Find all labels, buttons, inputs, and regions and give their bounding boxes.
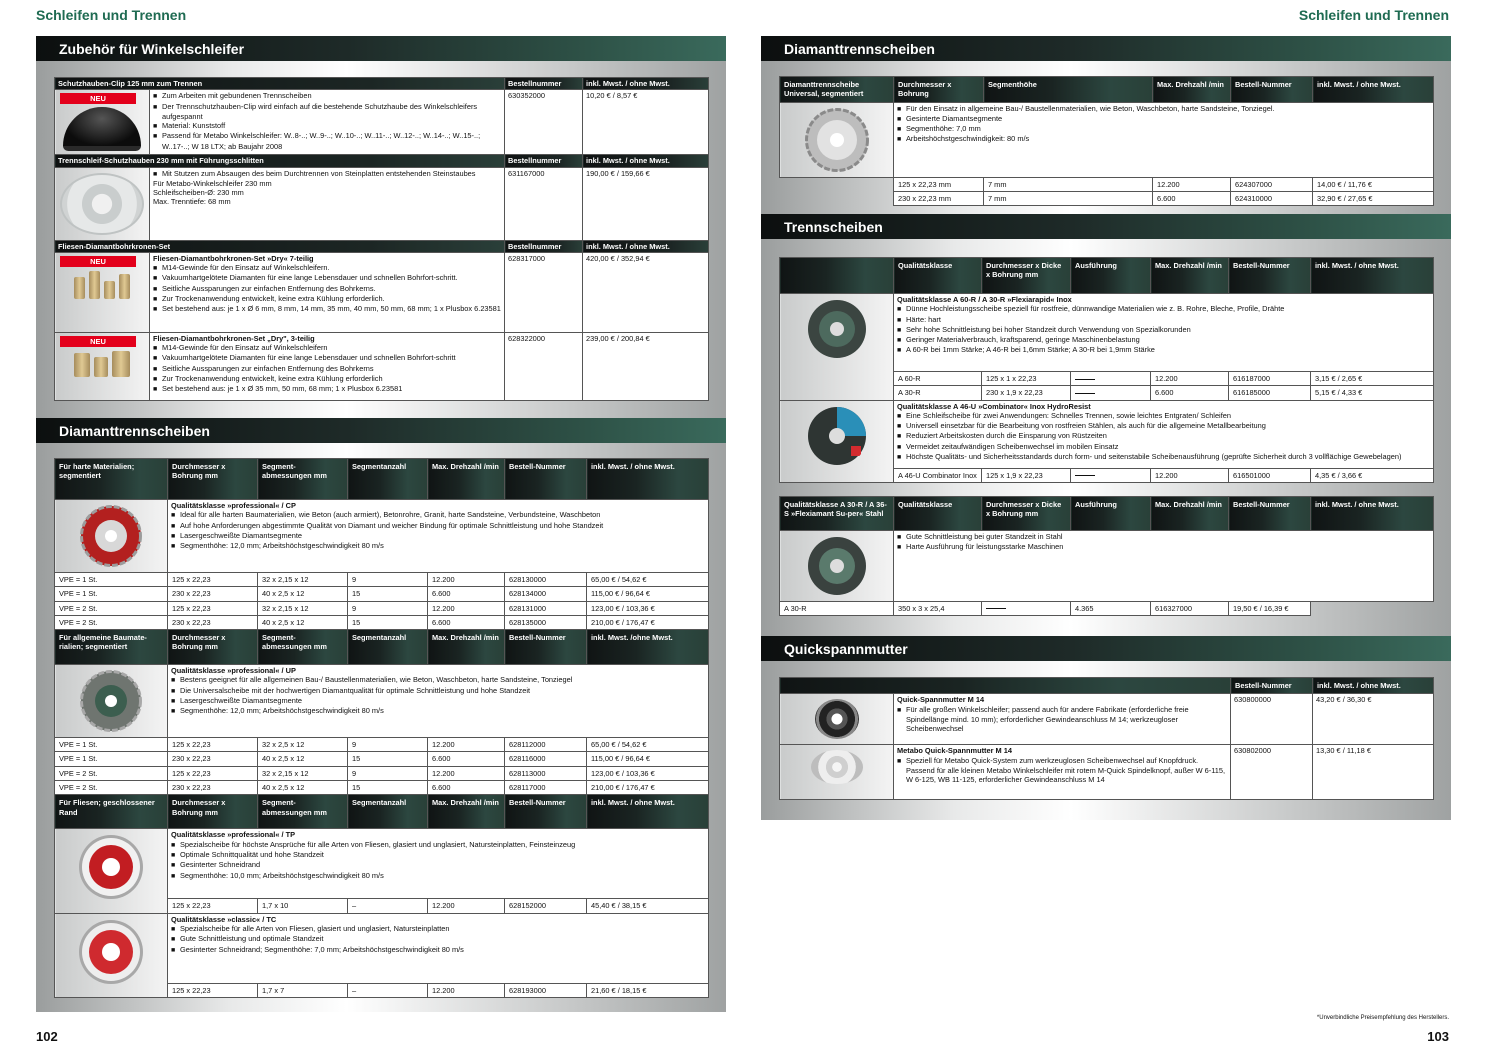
table-row: 125 x 22,23 1,7 x 10 – 12.200 628152000 45,40 € / 38,15 € (55, 899, 709, 913)
product-image (780, 400, 894, 482)
dash-mark (986, 608, 1006, 609)
table-header: Bestell-Nummer inkl. Mwst. / ohne Mwst. (780, 678, 1434, 694)
product-image (55, 913, 168, 997)
spannmutter-image (815, 699, 859, 739)
dash-mark (1075, 393, 1095, 394)
combinator-disc-image (807, 406, 867, 466)
product-row: Quick-Spannmutter M 14 ■ Für alle großen Winkelschleifer; passend auch für andere Fabrikate (erforderliche freie Spindellänge mind. 10 mm); erforderlicher Gewindeanschluss M 14; werkzeugloser Scheibenwechsel 630800000 43,20 € / 36,30 € (780, 694, 1434, 745)
table-row: 125 x 22,23 1,7 x 7 – 12.200 628193000 21,60 € / 18,15 € (55, 983, 709, 997)
product-image (55, 829, 168, 913)
table-header: Diamanttrennscheibe Universal, segmentiert Durchmesser x Bohrung Segmenthöhe Max. Drehzahl /min Bestell-Nummer inkl. Mwst. / ohne Mwst. (780, 77, 1434, 103)
neu-badge: NEU (60, 256, 136, 267)
trenn-table (779, 257, 1434, 616)
tile-disc-image (78, 834, 144, 900)
steel-disc-image (807, 536, 867, 596)
product-row: Qualitätsklasse A 60-R / A 30-R »Flexiarapid« Inox ■ Dünne Hochleistungsscheibe speziell für rostfreie, dünnwandige Materialien wie z. B. Rohre, Bleche, Profile, Drähte ■ Härte: hart ■ Sehr hohe Schnittleistung bei hoher Standzeit durch Verwendung von Spezialkorunden ■ Geringer Materialverbrauch, kraftsparend, geringe Maschinenbelastung ■ A 60-R bei 1mm Stärke; A 46-R bei 1,6mm Stärke; A 30-R bei 1,9mm Stärke (780, 294, 1434, 372)
zubehoer-table (54, 77, 709, 401)
product-row: ■ Für den Einsatz in allgemeine Bau-/ Baustellenmaterialien, wie Beton, Waschbeton, harte Sandsteine, Tonziegel. ■ Gesinterte Diamantsegmente ■ Segmenthöhe: 7,0 mm ■ Arbeitshöchstgeschwindigkeit: 80 m/s (780, 102, 1434, 177)
diamond-disc-image (805, 108, 869, 172)
table-row: VPE = 2 St. 230 x 22,23 40 x 2,5 x 12 15 6.600 628135000 210,00 € / 176,47 € (55, 615, 709, 629)
quick-spannmutter-image (811, 750, 863, 784)
table-row: VPE = 1 St. 125 x 22,23 32 x 2,15 x 12 9 12.200 628130000 65,00 € / 54,62 € (55, 573, 709, 587)
product-image (780, 745, 894, 800)
table-row: VPE = 2 St. 125 x 22,23 32 x 2,15 x 12 9 12.200 628131000 123,00 € / 103,36 € (55, 601, 709, 615)
product-image (55, 500, 168, 573)
quick-table (779, 677, 1434, 800)
product-image (780, 102, 894, 177)
product-row: Qualitätsklasse »professional« / CP ■ Ideal für alle harten Baumaterialien, wie Beton (auch armiert), Betonrohre, Granit, harte Sandsteine, Verbundsteine, Waschbeton ■ Auf hohe Anforderungen abgestimmte Qualität von Diamant und weicher Bindung für optimale Schnittleistung und hohe Standzeit ■ Lasergeschweißte Diamantsegmente ■ Segmenthöhe: 12,0 mm; Arbeitshöchstgeschwindigkeit 80 m/s (55, 500, 709, 573)
product-row: NEU Fliesen-Diamantbohrkronen-Set »Dry« 7-teilig ■ M14-Gewinde für den Einsatz auf Winkelschleifern. ■ Vakuumhartgelötete Diamanten für eine lange Lebensdauer und schnellen Bohrfort-schritt. ■ Seitliche Aussparungen zur einfachen Entfernung des Bohrkerns. ■ Zur Trockenanwendung entwickelt, keine extra Kühlung erforderlich. ■ Set bestehend aus: je 1 x Ø 6 mm, 8 mm, 14 mm, 35 mm, 40 mm, 50 mm, 68 mm; 1 x Plusbox 6.23581 628317000 420,00 € / 352,94 € (55, 252, 709, 332)
section-title: Quickspannmutter (784, 641, 908, 657)
page-number-right: 103 (1427, 1029, 1449, 1044)
product-image (780, 530, 894, 601)
table-row: VPE = 1 St. 230 x 22,23 40 x 2,5 x 12 15 6.600 628116000 115,00 € / 96,64 € (55, 752, 709, 766)
product-row: ■ Gute Schnittleistung bei guter Standzeit in Stahl ■ Harte Ausführung für leistungsstarke Maschinen (780, 530, 1434, 601)
table-row: VPE = 1 St. 230 x 22,23 40 x 2,5 x 12 15 6.600 628134000 115,00 € / 96,64 € (55, 587, 709, 601)
product-row: Qualitätsklasse »classic« / TC ■ Spezialscheibe für alle Arten von Fliesen, glasiert und unglasiert, Natursteinplatten ■ Gute Schnittleistung und optimale Standzeit ■ Gesinterter Schneidrand; Segmenthöhe: 7,0 mm; Arbeitshöchstgeschwindigkeit 80 m/s (55, 913, 709, 983)
section-title: Diamanttrennscheiben (59, 423, 210, 439)
table-header: Qualitätsklasse A 30-R / A 36-S »Flexiamant Su-per« Stahl Qualitätsklasse Durchmesser x Dicke x Bohrung mm Ausführung Max. Drehzahl /min Bestell-Nummer inkl. Mwst. / ohne Mwst. (780, 496, 1434, 530)
table-row: A 60-R 125 x 1 x 22,23 12.200 616187000 3,15 € / 2,65 € (780, 372, 1434, 386)
section-title: Trennscheiben (784, 219, 883, 235)
product-row: Qualitätsklasse A 46-U »Combinator« Inox HydroResist ■ Eine Schleifscheibe für zwei Anwendungen: Schnelles Trennen, sowie leichtes Entgraten/ Schleifen ■ Universell einsetzbar für die Bearbeitung von rostfreien Stählen, als auch für die allgemeine Metallbearbeitung ■ Reduziert Arbeitskosten durch die Einsparung von Rüstzeiten ■ Vermeidet zeitaufwändigen Scheibenwechsel im mobilen Einsatz ■ Höchste Qualitäts- und Sicherheitsstandards durch form- und seitenstabile Scheibenausführung (geprüfte Sicherheit durch 3 vollflächige Gewebelagen) (780, 400, 1434, 468)
table-header: Qualitätsklasse Durchmesser x Dicke x Bohrung mm Ausführung Max. Drehzahl /min Bestell-Nummer inkl. Mwst. / ohne Mwst. (780, 258, 1434, 294)
section-title: Diamanttrennscheiben (784, 41, 935, 57)
product-row: ■ Mit Stutzen zum Absaugen des beim Durchtrennen von Steinplatten entstehenden Steinstaubes Für Metabo-Winkelschleifer 230 mm Schleifscheiben-Ø: 230 mm Max. Trenntiefe: 68 mm 631167000 190,00 € / 159,66 € (55, 167, 709, 240)
diamond-disc-image (80, 505, 142, 567)
guard-clip-image (63, 107, 141, 151)
table-row: VPE = 2 St. 125 x 22,23 32 x 2,15 x 12 9 12.200 628113000 123,00 € / 103,36 € (55, 766, 709, 780)
table-header: Trennschleif-Schutzhauben 230 mm mit Führungsschlitten Bestellnummer inkl. Mwst. / ohne Mwst. (55, 155, 709, 167)
product-row: Qualitätsklasse »professional« / UP ■ Bestens geeignet für alle allgemeinen Bau-/ Baustellenmaterialien, wie Beton, Waschbeton, harte Sandsteine, Tonziegel ■ Die Universalscheibe mit der hochwertigen Diamantqualität für optimale Schnittleistung und hohe Standzeit ■ Lasergeschweißte Diamantsegmente ■ Segmenthöhe: 12,0 mm; Arbeitshöchstgeschwindigkeit 80 m/s (55, 665, 709, 738)
section-title: Zubehör für Winkelschleifer (59, 41, 245, 57)
table-row: 125 x 22,23 mm 7 mm 12.200 624307000 14,00 € / 11,76 € (780, 177, 1434, 191)
table-header: Fliesen-Diamantbohrkronen-Set Bestellnummer inkl. Mwst. / ohne Mwst. (55, 240, 709, 252)
dash-mark (1075, 379, 1095, 380)
diamant-table (54, 458, 709, 998)
neu-badge: NEU (60, 93, 136, 104)
product-row: NEU Fliesen-Diamantbohrkronen-Set „Dry", 3-teilig ■ M14-Gewinde für den Einsatz auf Winkelschleifern ■ Vakuumhartgelötete Diamanten für eine lange Lebensdauer und schnellen Bohrfort-schritt ■ Seitliche Aussparungen zur einfachen Entfernung des Bohrkerns ■ Zur Trockenanwendung entwickelt, keine extra Kühlung erforderlich ■ Set bestehend aus: je 1 x Ø 35 mm, 50 mm, 68 mm; 1 x Plusbox 6.23581 628322000 239,00 € / 200,84 € (55, 332, 709, 400)
diamant-right-table (779, 76, 1434, 206)
product-row: Qualitätsklasse »professional« / TP ■ Spezialscheibe für höchste Ansprüche für alle Arten von Fliesen, glasiert und unglasiert, Natursteinplatten, Feinsteinzeug ■ Optimale Schnittqualität und hohe Standzeit ■ Gesinterter Schneidrand ■ Segmenthöhe: 10,0 mm; Arbeitshöchstgeschwindigkeit 80 m/s (55, 829, 709, 899)
dash-mark (1075, 475, 1095, 476)
table-row: A 46-U Combinator Inox 125 x 1,9 x 22,23 12.200 616501000 4,35 € / 3,66 € (780, 468, 1434, 482)
page-number-left: 102 (36, 1029, 58, 1044)
product-image (55, 90, 150, 155)
price-footnote: *Unverbindliche Preisempfehlung des Herstellers. (1316, 1015, 1449, 1021)
cutting-disc-image (807, 299, 867, 359)
table-header: Für allgemeine Baumate-rialien; segmentiert Durchmesser x Bohrung mm Segment-abmessungen mm Segmentanzahl Max. Drehzahl /min Bestell-Nummer inkl. Mwst. /ohne Mwst. (55, 630, 709, 665)
table-header: Schutzhauben-Clip 125 mm zum Trennen Bestellnummer inkl. Mwst. / ohne Mwst. (55, 78, 709, 90)
section-band-diamant-right (761, 36, 1451, 61)
section-band-diamant-left (36, 418, 726, 443)
product-image (55, 252, 150, 332)
running-header-left: Schleifen und Trennen (36, 7, 187, 23)
diamond-disc-image (80, 670, 142, 732)
running-header-right: Schleifen und Trennen (1298, 7, 1449, 23)
product-image (780, 294, 894, 401)
product-row: Metabo Quick-Spannmutter M 14 ■ Speziell für Metabo Quick-System zum werkzeuglosen Scheibenwechsel auf Knopfdruck. Passend für alle kleinen Metabo Winkelschleifer mit rotem M-Quick Spindelknopf, außer W 6-115, W 6-125, WB 11-125, erforderlicher Gewindeanschluss M 14 630802000 13,30 € / 11,18 € (780, 745, 1434, 800)
table-row: A 30-R 230 x 1,9 x 22,23 6.600 616185000 5,15 € / 4,33 € (780, 386, 1434, 400)
core-bits-image (58, 351, 146, 377)
neu-badge: NEU (60, 336, 136, 347)
product-row: NEU ■ Zum Arbeiten mit gebundenen Trennscheiben ■ Der Trennschutzhauben-Clip wird einfach auf die bestehende Schutzhaube des Winkelschleifers aufgespannt ■ Material: Kunststoff ■ Passend für Metabo Winkelschleifer: W..8-..; W..9-..; W..10-..; W..11-..; W..12-..; W..14-..; W..15-..; W..17-..; W 18 LTX; ab Baujahr 2008 630352000 10,20 € / 8,57 € (55, 90, 709, 155)
tile-disc-image (78, 919, 144, 985)
product-image (55, 167, 150, 240)
table-header: Für Fliesen; geschlossener Rand Durchmesser x Bohrung mm Segment-abmessungen mm Segmentanzahl Max. Drehzahl /min Bestell-Nummer inkl. Mwst. / ohne Mwst. (55, 795, 709, 829)
table-row: VPE = 2 St. 230 x 22,23 40 x 2,5 x 12 15 6.600 628117000 210,00 € / 176,47 € (55, 781, 709, 795)
core-bits-image (58, 271, 146, 299)
product-description: ■ Zum Arbeiten mit gebundenen Trennscheiben ■ Der Trennschutzhauben-Clip wird einfach auf die bestehende Schutzhaube des Winkelschleifers aufgespannt ■ Material: Kunststoff ■ Passend für Metabo Winkelschleifer: W..8-..; W..9-..; W..10-..; W..11-..; W..12-..; W..14-..; W..15-..; W..17-..; W 18 LTX; ab Baujahr 2008 (150, 90, 505, 155)
section-band-zubehoer (36, 36, 726, 61)
section-band-quick (761, 636, 1451, 661)
section-band-trenn (761, 214, 1451, 239)
table-row: 230 x 22,23 mm 7 mm 6.600 624310000 32,90 € / 27,65 € (780, 191, 1434, 205)
product-image (55, 332, 150, 400)
guard-hood-image (60, 173, 144, 235)
product-image (780, 694, 894, 745)
table-row: A 30-R 350 x 3 x 25,4 4.365 616327000 19,50 € / 16,39 € (780, 601, 1434, 615)
table-row: VPE = 1 St. 125 x 22,23 32 x 2,5 x 12 9 12.200 628112000 65,00 € / 54,62 € (55, 738, 709, 752)
table-header: Für harte Materialien; segmentiert Durchmesser x Bohrung mm Segment-abmessungen mm Segmentanzahl Max. Drehzahl /min Bestell-Nummer inkl. Mwst. / ohne Mwst. (55, 459, 709, 500)
product-image (55, 665, 168, 738)
